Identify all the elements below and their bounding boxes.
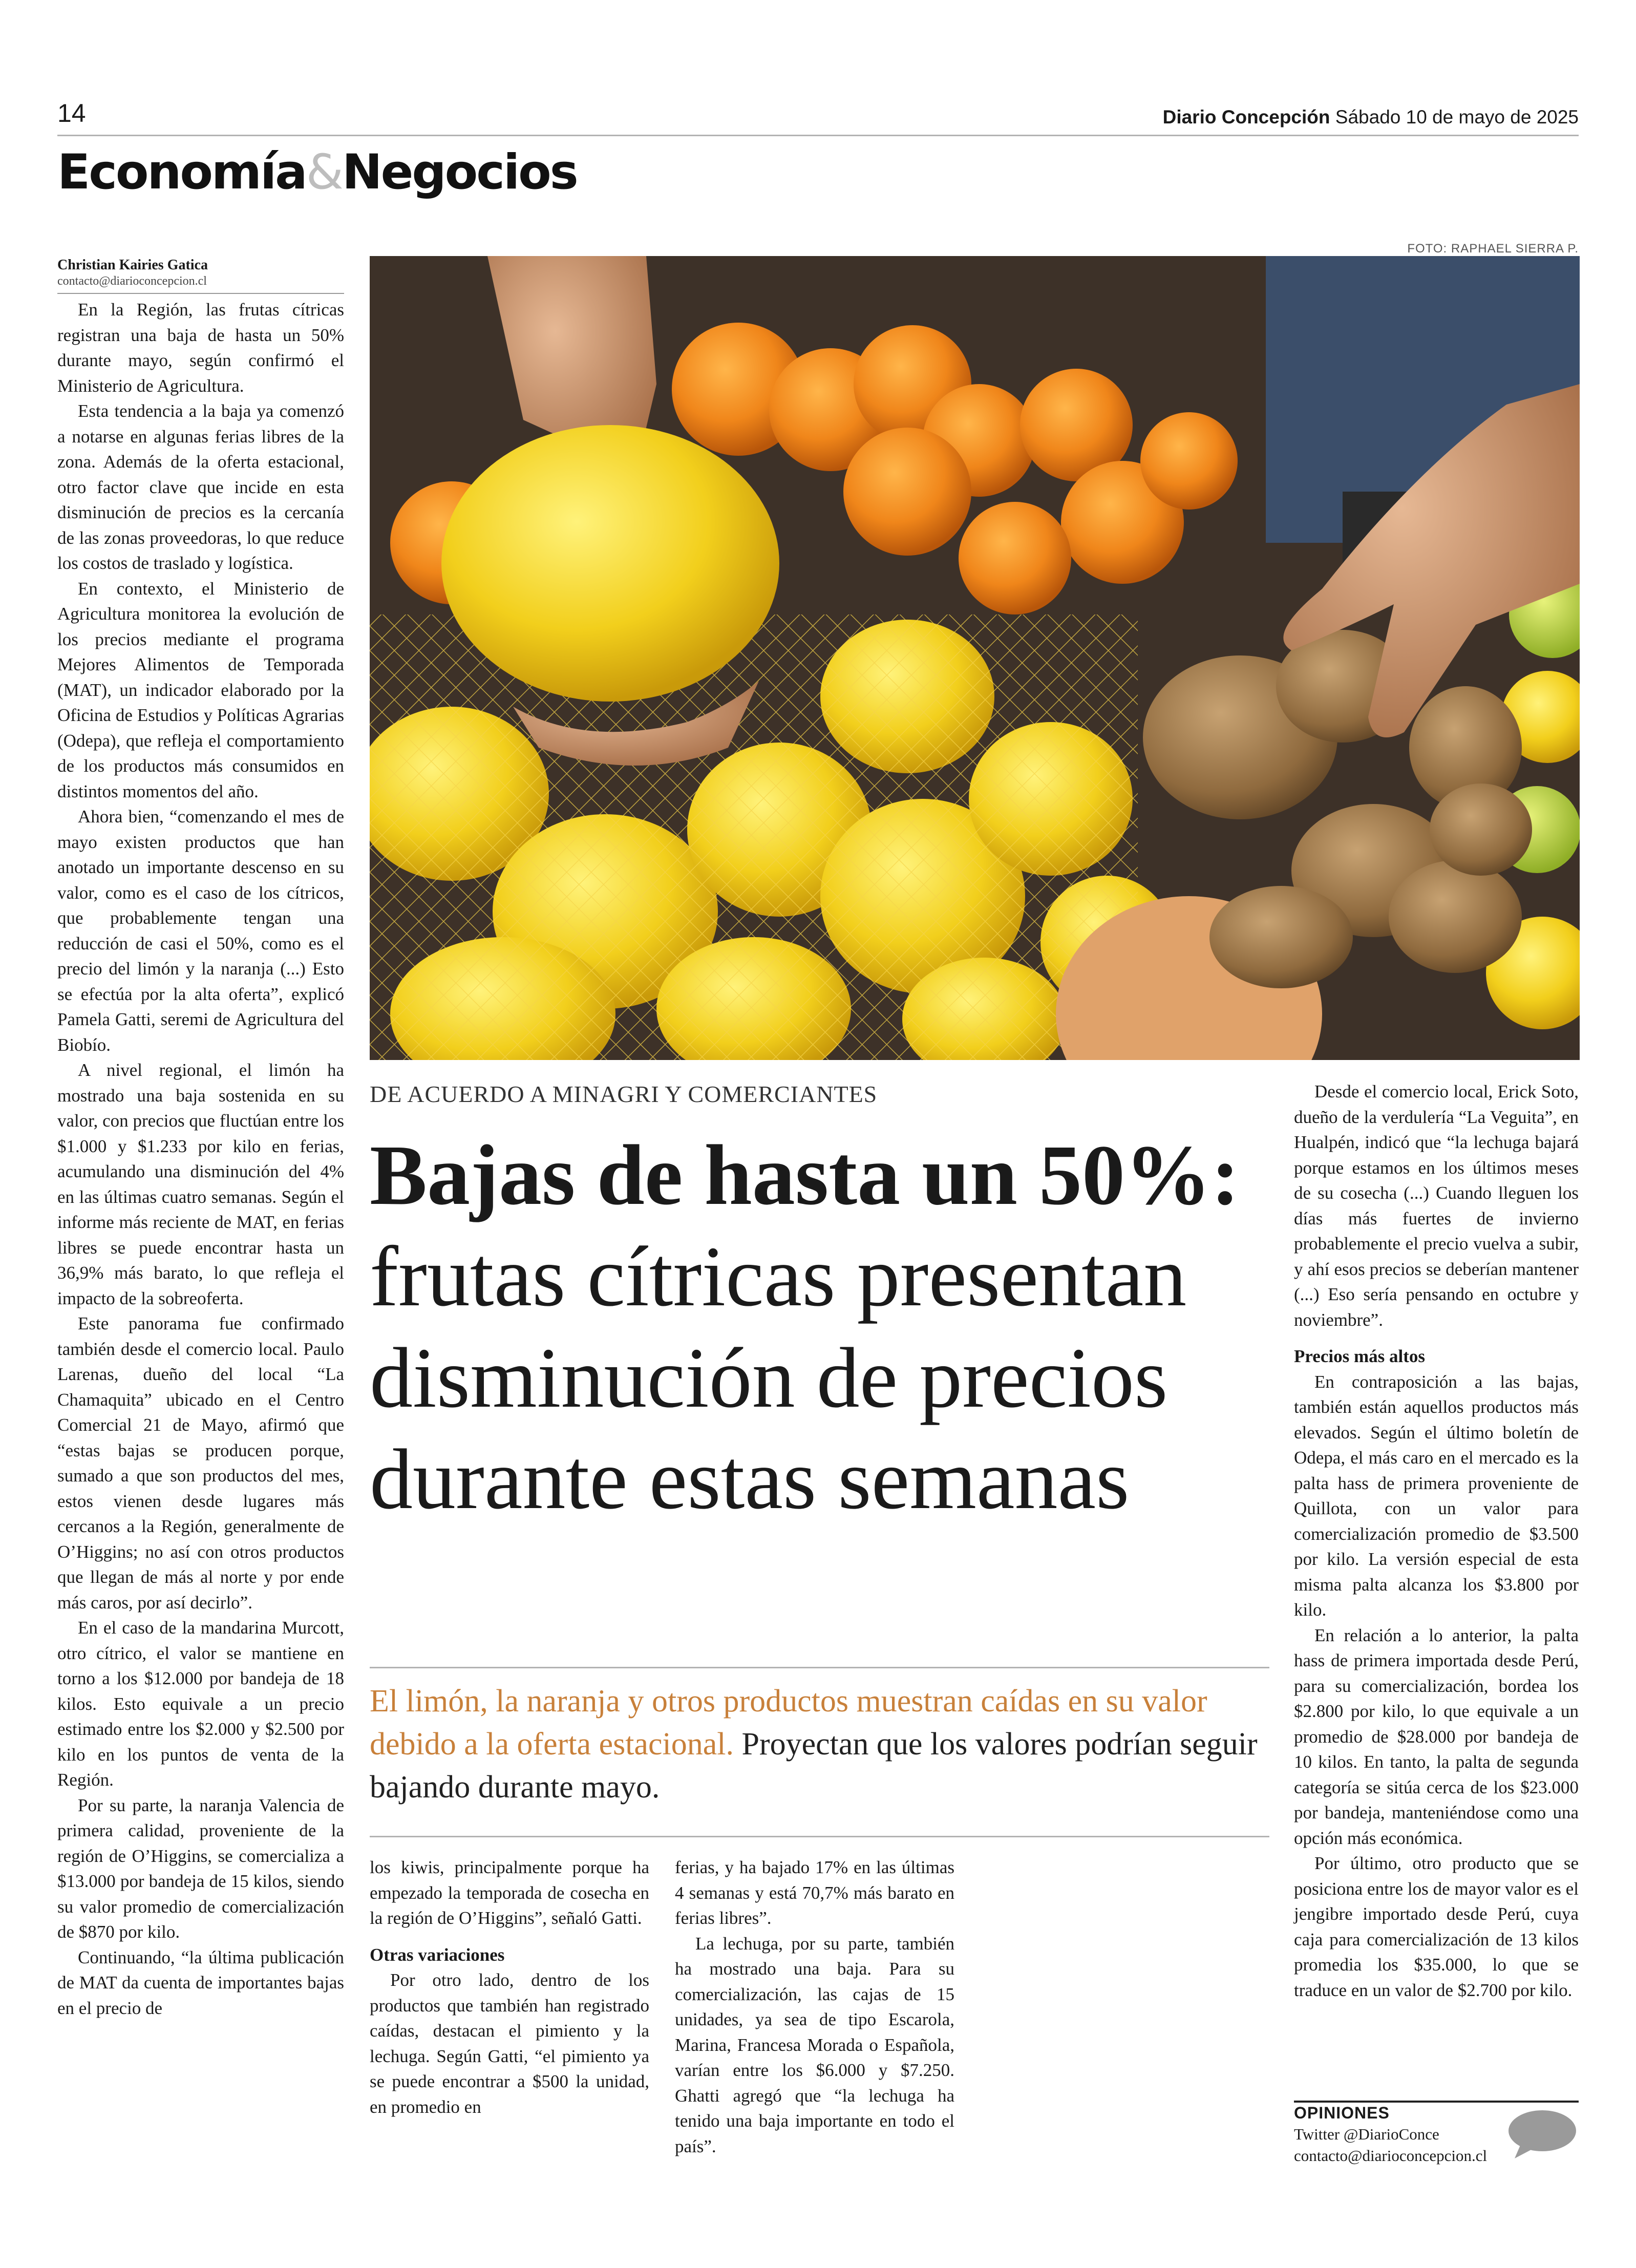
subhead-precios-mas-altos: Precios más altos bbox=[1294, 1346, 1425, 1366]
paragraph: Este panorama fue confirmado también desde el comercio local. Paulo Larenas, dueño del local “La Chamaquita” ubicado en el Centro Comercial 21 de Mayo, afirmó que “estas bajas se producen porque, sumado a que son productos del mes, estos vienen desde lugares más cercanos a la Región, generalmente de O’Higgins; no así con otros productos que llegan de más al norte y por ende más caros, por así decirlo”. bbox=[57, 1313, 344, 1613]
paragraph: Por su parte, la naranja Valencia de primera calidad, proveniente de la región de O’Higgins, se comercializa a $13.000 por bandeja de 15 kilos, siendo su valor promedio de comercialización de $870 por kilo. bbox=[57, 1795, 344, 1942]
headline bbox=[370, 1125, 1281, 1530]
citrus-photo-illustration bbox=[370, 256, 1580, 1060]
photo-credit: FOTO: RAPHAEL SIERRA P. bbox=[1407, 242, 1579, 256]
headline-rest: frutas cítricas presentan disminución de precios durante estas semanas bbox=[370, 1229, 1187, 1527]
header-rule bbox=[57, 135, 1579, 136]
masthead-date: Sábado 10 de mayo de 2025 bbox=[1335, 107, 1579, 128]
paragraph: En contexto, el Ministerio de Agricultura monitorea la evolución de los precios mediante el programa Mejores Alimentos de Temporada (MAT), un indicador elaborado por la Oficina de Estudios y Políticas Agrarias (Odepa), que refleja el comportamiento de los productos más consumidos en distintos momentos del año. bbox=[57, 578, 344, 801]
kicker: DE ACUERDO A MINAGRI Y COMERCIANTES bbox=[370, 1081, 878, 1107]
deck-bottom-rule bbox=[370, 1836, 1269, 1837]
section-ampersand: & bbox=[306, 144, 342, 200]
paragraph: En relación a lo anterior, la palta hass de primera importada desde Perú, para su comercialización, bordea los $2.800 por kilo, lo que equivale a un promedio de $28.000 por bandeja de 10 kilos. En tanto, la palta de segunda categoría se sitúa cerca de los $23.000 por bandeja, manteniéndose como una opción más económica. bbox=[1294, 1625, 1579, 1848]
section-title-part1: Economía bbox=[57, 144, 306, 200]
opinions-twitter[interactable]: Twitter @DiarioConce bbox=[1294, 2125, 1439, 2143]
byline-rule bbox=[57, 293, 344, 294]
masthead-name: Diario Concepción bbox=[1162, 107, 1330, 128]
deck-top-rule bbox=[370, 1667, 1269, 1668]
headline-bold: Bajas de hasta un 50%: bbox=[370, 1128, 1240, 1223]
paragraph: Por último, otro producto que se posiciona entre los de mayor valor es el jengibre importado desde Perú, cuya caja para comercialización de 13 kilos promedia los $35.000, lo que se traduce en un valor de $2.700 por kilo. bbox=[1294, 1853, 1579, 2000]
paragraph: En contraposición a las bajas, también están aquellos productos más elevados. Según el último boletín de Odepa, el más caro en el mercado es la palta hass de primera proveniente de Quillota, con un valor para comercialización promedio de $3.500 por kilo. La versión especial de esta misma palta alcanza los $3.800 por kilo. bbox=[1294, 1371, 1579, 1620]
deck-highlight: El limón, la naranja y otros productos muestran caídas en su valor debido a la oferta estacional. bbox=[370, 1684, 1207, 1762]
byline-email[interactable]: contacto@diarioconcepcion.cl bbox=[57, 274, 207, 288]
speech-bubble-icon bbox=[1505, 2108, 1577, 2162]
paragraph: A nivel regional, el limón ha mostrado una baja sostenida en su valor, con precios que fluctúan entre los $1.000 y $1.233 por kilo en ferias, acumulando una disminución del 4% en las últimas cuatro semanas. Según el informe más reciente de MAT, en ferias libres se puede encontrar hasta un 36,9% más barato, lo que refleja el impacto de la sobreoferta. bbox=[57, 1060, 344, 1308]
opinions-title: OPINIONES bbox=[1294, 2104, 1390, 2122]
body-column-3 bbox=[675, 1855, 954, 2159]
paragraph: los kiwis, principalmente porque ha empezado la temporada de cosecha en la región de O’Higgins”, señaló Gatti. bbox=[370, 1857, 649, 1928]
opinions-email[interactable]: contacto@diarioconcepcion.cl bbox=[1294, 2147, 1488, 2165]
byline-author: Christian Kairies Gatica bbox=[57, 257, 208, 273]
paragraph: Ahora bien, “comenzando el mes de mayo existen productos que han anotado un importante descenso en su valor, como es el caso de los cítricos, que probablemente tengan una reducción de casi el 50%, como es el precio del limón y la naranja (...) Esto se efectúa por la alta oferta”, explicó Pamela Gatti, seremi de Agricultura del Biobío. bbox=[57, 807, 344, 1055]
masthead bbox=[1163, 107, 1579, 128]
section-title bbox=[57, 144, 577, 200]
paragraph: En la Región, las frutas cítricas registran una baja de hasta un 50% durante mayo, según confirmó el Ministerio de Agricultura. bbox=[57, 300, 344, 396]
section-title-part2: Negocios bbox=[342, 144, 577, 200]
paragraph: Desde el comercio local, Erick Soto, dueño de la verdulería “La Veguita”, en Hualpén, indicó que “la lechuga bajará porque estamos en los últimos meses de su cosecha (...) Cuando lleguen los días más fuertes de invierno probablemente el precio vuelva a subir, y ahí esos precios se deberían mantener (...) Eso sería pensando en octubre y noviembre”. bbox=[1294, 1082, 1579, 1330]
paragraph: Continuando, “la última publicación de MAT da cuenta de importantes bajas en el precio de bbox=[57, 1947, 344, 2018]
paragraph: ferias, y ha bajado 17% en las últimas 4 semanas y está 70,7% más barato en ferias libres”. bbox=[675, 1857, 954, 1928]
subhead-otras-variaciones: Otras variaciones bbox=[370, 1944, 505, 1965]
page-number: 14 bbox=[57, 99, 86, 128]
paragraph: La lechuga, por su parte, también ha mostrado una baja. Para su comercialización, las cajas de 15 unidades, ya sea de tipo Escarola, Marina, Francesa Morada o Española, varían entre los $6.000 y $7.250. Ghatti agregó que “la lechuga ha tenido una baja importante en todo el país”. bbox=[675, 1933, 954, 2156]
body-column-4 bbox=[1294, 1079, 1579, 2003]
body-column-1 bbox=[57, 297, 344, 2021]
deck-rest: Proyectan que los valores podrían seguir bajando durante mayo. bbox=[370, 1727, 1258, 1805]
deck bbox=[370, 1680, 1271, 1809]
paragraph: En el caso de la mandarina Murcott, otro cítrico, el valor se mantiene en torno a los $12.000 por bandeja de 18 kilos. Esto equivale a un precio estimado entre los $2.000 y $2.500 por kilo en los puntos de venta de la Región. bbox=[57, 1618, 344, 1790]
paragraph: Por otro lado, dentro de los productos que también han registrado caídas, destacan el pimiento y la lechuga. Según Gatti, “el pimiento ya se puede encontrar a $500 la unidad, en promedio en bbox=[370, 1970, 649, 2117]
article-photo bbox=[370, 256, 1580, 1060]
paragraph: Esta tendencia a la baja ya comenzó a notarse en algunas ferias libres de la zona. Además de la oferta estacional, otro factor clave que incide en esta disminución de precios es la cercanía de las zonas proveedoras, lo que reduce los costos de traslado y logística. bbox=[57, 401, 344, 573]
opinions-rule bbox=[1294, 2101, 1579, 2103]
body-column-2 bbox=[370, 1855, 649, 2119]
